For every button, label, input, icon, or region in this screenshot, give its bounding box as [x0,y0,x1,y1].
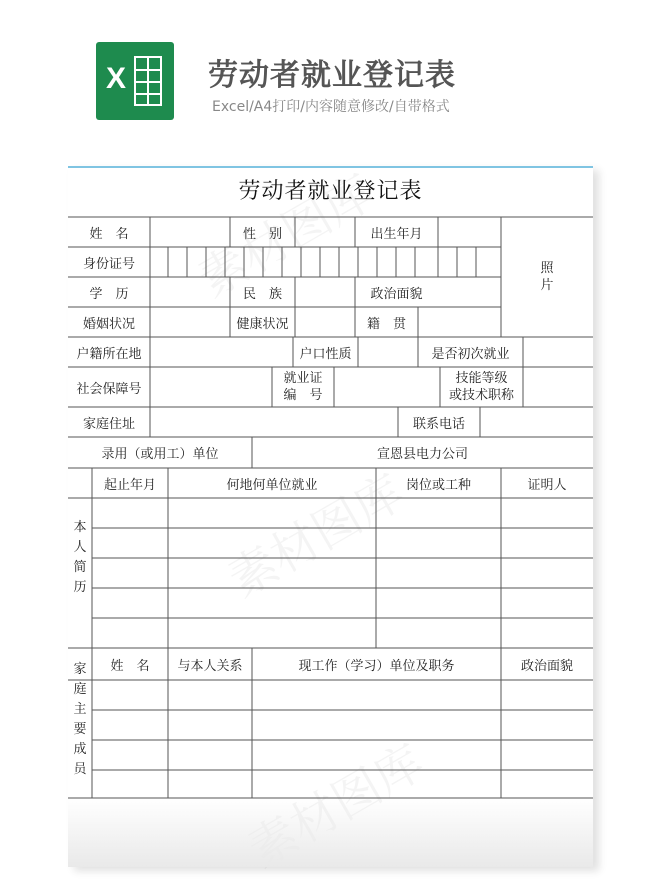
form-title: 劳动者就业登记表 [238,179,423,204]
resume-label-char: 历 [73,580,87,595]
family-header-relation: 与本人关系 [177,658,243,674]
header [0,0,650,160]
family-header-name: 姓 名 [110,658,150,674]
resume-label-char: 简 [73,560,87,575]
family-section-label [71,660,89,780]
spreadsheet-grid-icon [134,56,162,106]
resume-label-char: 人 [73,540,87,555]
label-employment-cert [272,367,334,407]
label-employment-cert-line2: 编 号 [283,388,323,403]
family-label-char: 成 [73,742,87,757]
label-skill-line2: 或技术职称 [448,388,514,403]
label-household-location: 户籍所在地 [76,346,142,362]
label-employment-cert-line1: 就业证 [283,371,323,386]
label-social-security: 社会保障号 [76,381,142,397]
page-subtitle: Excel/A4打印/内容随意修改/自带格式 [212,99,450,115]
page-title: 劳动者就业登记表 [208,58,456,93]
family-label-char: 要 [73,722,87,737]
label-skill-line1: 技能等级 [455,371,508,386]
resume-header-employer: 何地何单位就业 [226,477,318,493]
label-first-employment: 是否初次就业 [431,346,510,362]
employer-value: 宣恩县电力公司 [376,447,468,462]
label-ethnicity: 民 族 [242,286,282,302]
label-skill-level [440,367,523,407]
label-marital-status: 婚姻状况 [82,316,135,332]
label-id-number: 身份证号 [82,256,135,272]
label-address: 家庭住址 [82,416,135,432]
label-photo: 照 片 [540,261,554,293]
family-header-workplace: 现工作（学习）单位及职务 [298,658,455,674]
resume-header-period: 起止年月 [103,477,156,493]
form-sheet [68,166,593,867]
label-education: 学 历 [89,286,129,302]
label-birth-date: 出生年月 [370,226,423,242]
family-label-char: 主 [73,702,87,717]
label-political-status: 政治面貌 [370,286,423,302]
label-household-type: 户口性质 [299,346,352,362]
resume-header-position: 岗位或工种 [405,477,471,493]
family-label-char: 员 [73,762,87,777]
label-health: 健康状况 [236,316,289,332]
excel-letter: X [106,62,127,95]
family-header-political: 政治面貌 [520,658,573,674]
family-label-char: 庭 [73,682,87,697]
label-native-place: 籍 贯 [366,316,406,332]
family-label-char: 家 [73,662,87,677]
excel-icon [96,42,174,120]
label-gender: 性 别 [242,226,282,242]
resume-header-witness: 证明人 [527,477,567,493]
label-employer: 录用（或用工）单位 [101,447,219,462]
photo-box [501,217,593,337]
resume-section-label [71,518,89,598]
label-phone: 联系电话 [412,416,465,432]
resume-label-char: 本 [73,520,87,535]
label-name: 姓 名 [89,226,129,242]
